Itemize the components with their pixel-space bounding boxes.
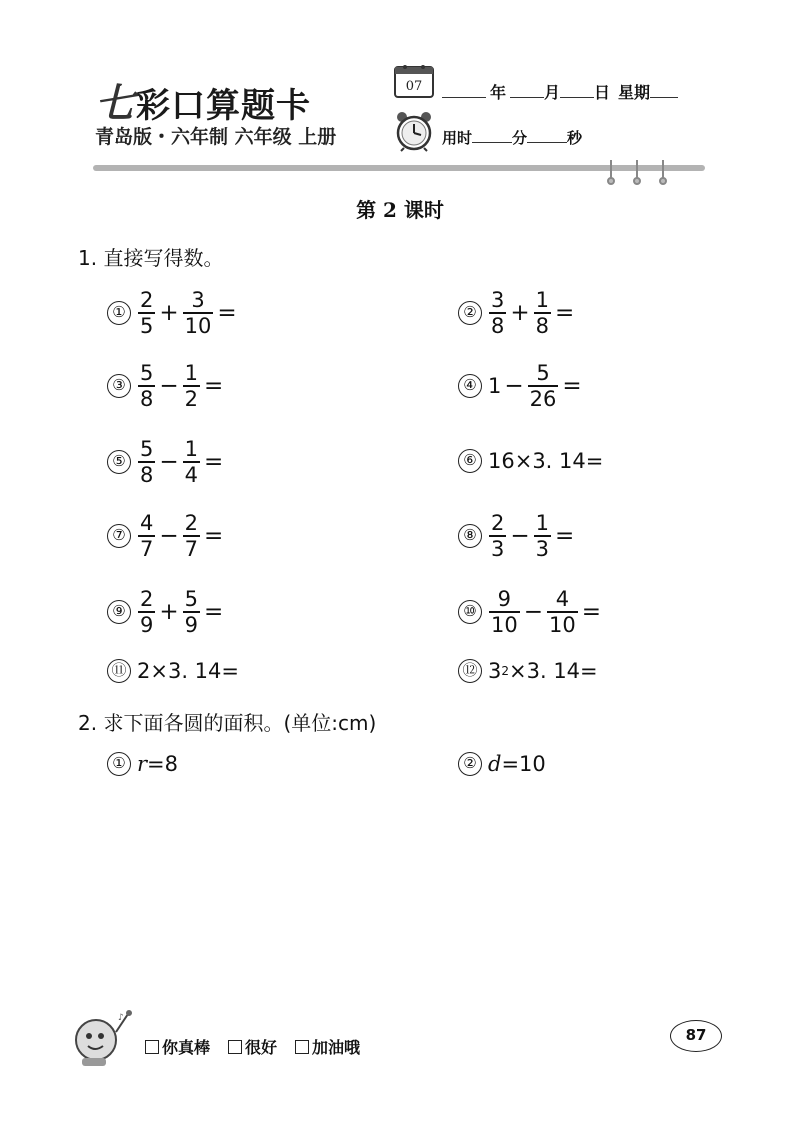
numerator: 4	[140, 511, 154, 535]
year-blank[interactable]	[442, 84, 486, 98]
problem-index: ⑥	[458, 449, 482, 473]
fraction	[183, 587, 200, 637]
fraction	[138, 288, 155, 338]
numerator: 2	[184, 511, 199, 535]
numerator: 1	[184, 361, 199, 385]
weekday-blank[interactable]	[650, 84, 678, 98]
fraction	[183, 288, 214, 338]
operator: −	[510, 522, 530, 549]
problem-5	[107, 437, 223, 487]
second-blank[interactable]	[527, 129, 567, 143]
checkbox[interactable]	[145, 1040, 159, 1054]
denominator: 5	[140, 313, 154, 338]
denominator: 8	[140, 462, 154, 487]
problem-10	[458, 587, 601, 637]
month-blank[interactable]	[510, 84, 544, 98]
edition-subtitle: 青岛版・六年制 六年级 上册	[95, 126, 337, 148]
section-1-title: 1. 直接写得数。	[78, 246, 224, 270]
numerator: 2	[140, 587, 154, 611]
day-blank[interactable]	[560, 84, 594, 98]
problem-1	[107, 288, 237, 338]
lesson-title: 第 2 课时	[356, 198, 444, 222]
month-label: 月	[544, 83, 561, 102]
calendar-icon	[393, 63, 435, 99]
problem-index: ①	[107, 752, 131, 776]
problem-11	[107, 659, 239, 683]
equals-sign: =	[204, 448, 224, 475]
fraction	[183, 361, 200, 411]
equals-sign: =	[581, 598, 602, 625]
time-used-label: 用时	[442, 129, 473, 147]
checkbox[interactable]	[228, 1040, 242, 1054]
numerator: 5	[140, 437, 154, 461]
denominator: 7	[184, 536, 199, 561]
numerator: 5	[140, 361, 154, 385]
fraction	[183, 437, 200, 487]
brand-title	[95, 72, 311, 129]
time-fill-line	[442, 127, 582, 148]
fraction	[528, 361, 559, 411]
section-2-title: 2. 求下面各圆的面积。(单位:cm)	[78, 711, 377, 735]
expression-text: =8	[147, 752, 179, 776]
fraction	[138, 511, 155, 561]
numerator: 1	[535, 288, 550, 312]
whole-number: 1	[488, 373, 502, 398]
circle-problem-2	[458, 752, 546, 776]
denominator: 8	[140, 386, 154, 411]
minute-label: 分	[512, 129, 528, 147]
denominator: 7	[140, 536, 154, 561]
brand-title-first-char: 七	[95, 80, 136, 127]
denominator: 8	[491, 313, 505, 338]
expression-text: =10	[501, 752, 546, 776]
page-number: 87	[670, 1020, 722, 1052]
operator: −	[504, 372, 524, 399]
operator: +	[159, 598, 179, 625]
mascot-icon	[70, 1004, 138, 1068]
problem-index: ⑨	[107, 600, 131, 624]
numerator: 5	[536, 361, 550, 385]
expression-exponent: 2	[501, 664, 510, 678]
denominator: 9	[140, 612, 154, 637]
operator: +	[510, 299, 530, 326]
fraction	[489, 288, 506, 338]
fraction	[547, 587, 578, 637]
equals-sign: =	[204, 372, 224, 399]
numerator: 1	[184, 437, 199, 461]
problem-index: ⑩	[458, 600, 482, 624]
numerator: 2	[140, 288, 154, 312]
calendar-day: 07	[405, 79, 423, 94]
problem-9	[107, 587, 223, 637]
problem-7	[107, 511, 223, 561]
fraction	[138, 587, 155, 637]
problem-3	[107, 361, 223, 411]
second-label: 秒	[567, 129, 583, 147]
equals-sign: =	[555, 299, 575, 326]
binder-pins-icon	[605, 158, 675, 186]
rating-option-great[interactable]	[145, 1035, 210, 1058]
variable: r	[137, 752, 148, 776]
numerator: 9	[497, 587, 512, 611]
fraction	[183, 511, 200, 561]
denominator: 10	[491, 612, 518, 637]
expression-base: 3	[488, 659, 502, 683]
problem-index: ⑧	[458, 524, 482, 548]
day-label: 日	[594, 83, 611, 102]
numerator: 1	[535, 511, 550, 535]
expression-text: 2×3. 14=	[137, 659, 239, 683]
problem-index: ⑤	[107, 450, 131, 474]
problem-index: ④	[458, 374, 482, 398]
denominator: 2	[184, 386, 199, 411]
fraction	[489, 587, 520, 637]
denominator: 4	[184, 462, 199, 487]
rating-label: 你真棒	[162, 1038, 211, 1057]
brand-title-rest: 彩口算题卡	[136, 86, 311, 126]
operator: −	[159, 372, 179, 399]
svg-text:♪: ♪	[118, 1013, 124, 1023]
clock-icon	[393, 110, 435, 152]
problem-4	[458, 361, 582, 411]
problem-8	[458, 511, 574, 561]
numerator: 2	[491, 511, 505, 535]
numerator: 3	[191, 288, 205, 312]
fraction	[534, 288, 551, 338]
year-label: 年	[490, 83, 507, 102]
fraction	[489, 511, 506, 561]
problem-index: ⑫	[458, 659, 482, 683]
denominator: 10	[184, 313, 212, 338]
rating-option-good[interactable]	[228, 1035, 277, 1058]
denominator: 26	[529, 386, 557, 411]
equals-sign: =	[217, 299, 237, 326]
circle-problem-1	[107, 752, 178, 776]
minute-blank[interactable]	[472, 129, 512, 143]
expression-text: 16×3. 14=	[488, 449, 604, 473]
operator: +	[159, 299, 179, 326]
operator: −	[159, 448, 179, 475]
operator: −	[159, 522, 179, 549]
problem-2	[458, 288, 574, 338]
denominator: 10	[549, 612, 576, 637]
fraction	[138, 361, 155, 411]
equals-sign: =	[204, 598, 224, 625]
denominator: 8	[535, 313, 550, 338]
expression-text: ×3. 14=	[509, 659, 598, 683]
equals-sign: =	[555, 522, 575, 549]
fraction	[534, 511, 551, 561]
fraction	[138, 437, 155, 487]
checkbox[interactable]	[295, 1040, 309, 1054]
numerator: 4	[555, 587, 570, 611]
denominator: 9	[184, 612, 199, 637]
problem-index: ⑪	[107, 659, 131, 683]
equals-sign: =	[204, 522, 224, 549]
problem-12	[458, 659, 598, 683]
problem-index: ①	[107, 301, 131, 325]
problem-index: ⑦	[107, 524, 131, 548]
rating-label: 加油哦	[312, 1038, 361, 1057]
problem-index: ③	[107, 374, 131, 398]
weekday-label: 星期	[618, 83, 651, 102]
rating-label: 很好	[245, 1038, 278, 1057]
variable: d	[488, 752, 502, 776]
numerator: 3	[491, 288, 505, 312]
problem-index: ②	[458, 752, 482, 776]
date-fill-line	[442, 80, 678, 103]
rating-option-keep-going[interactable]	[295, 1035, 360, 1058]
self-rating	[145, 1035, 360, 1058]
operator: −	[523, 598, 544, 625]
equals-sign: =	[562, 372, 582, 399]
denominator: 3	[535, 536, 550, 561]
numerator: 5	[184, 587, 199, 611]
problem-index: ②	[458, 301, 482, 325]
denominator: 3	[491, 536, 505, 561]
problem-6	[458, 449, 603, 473]
